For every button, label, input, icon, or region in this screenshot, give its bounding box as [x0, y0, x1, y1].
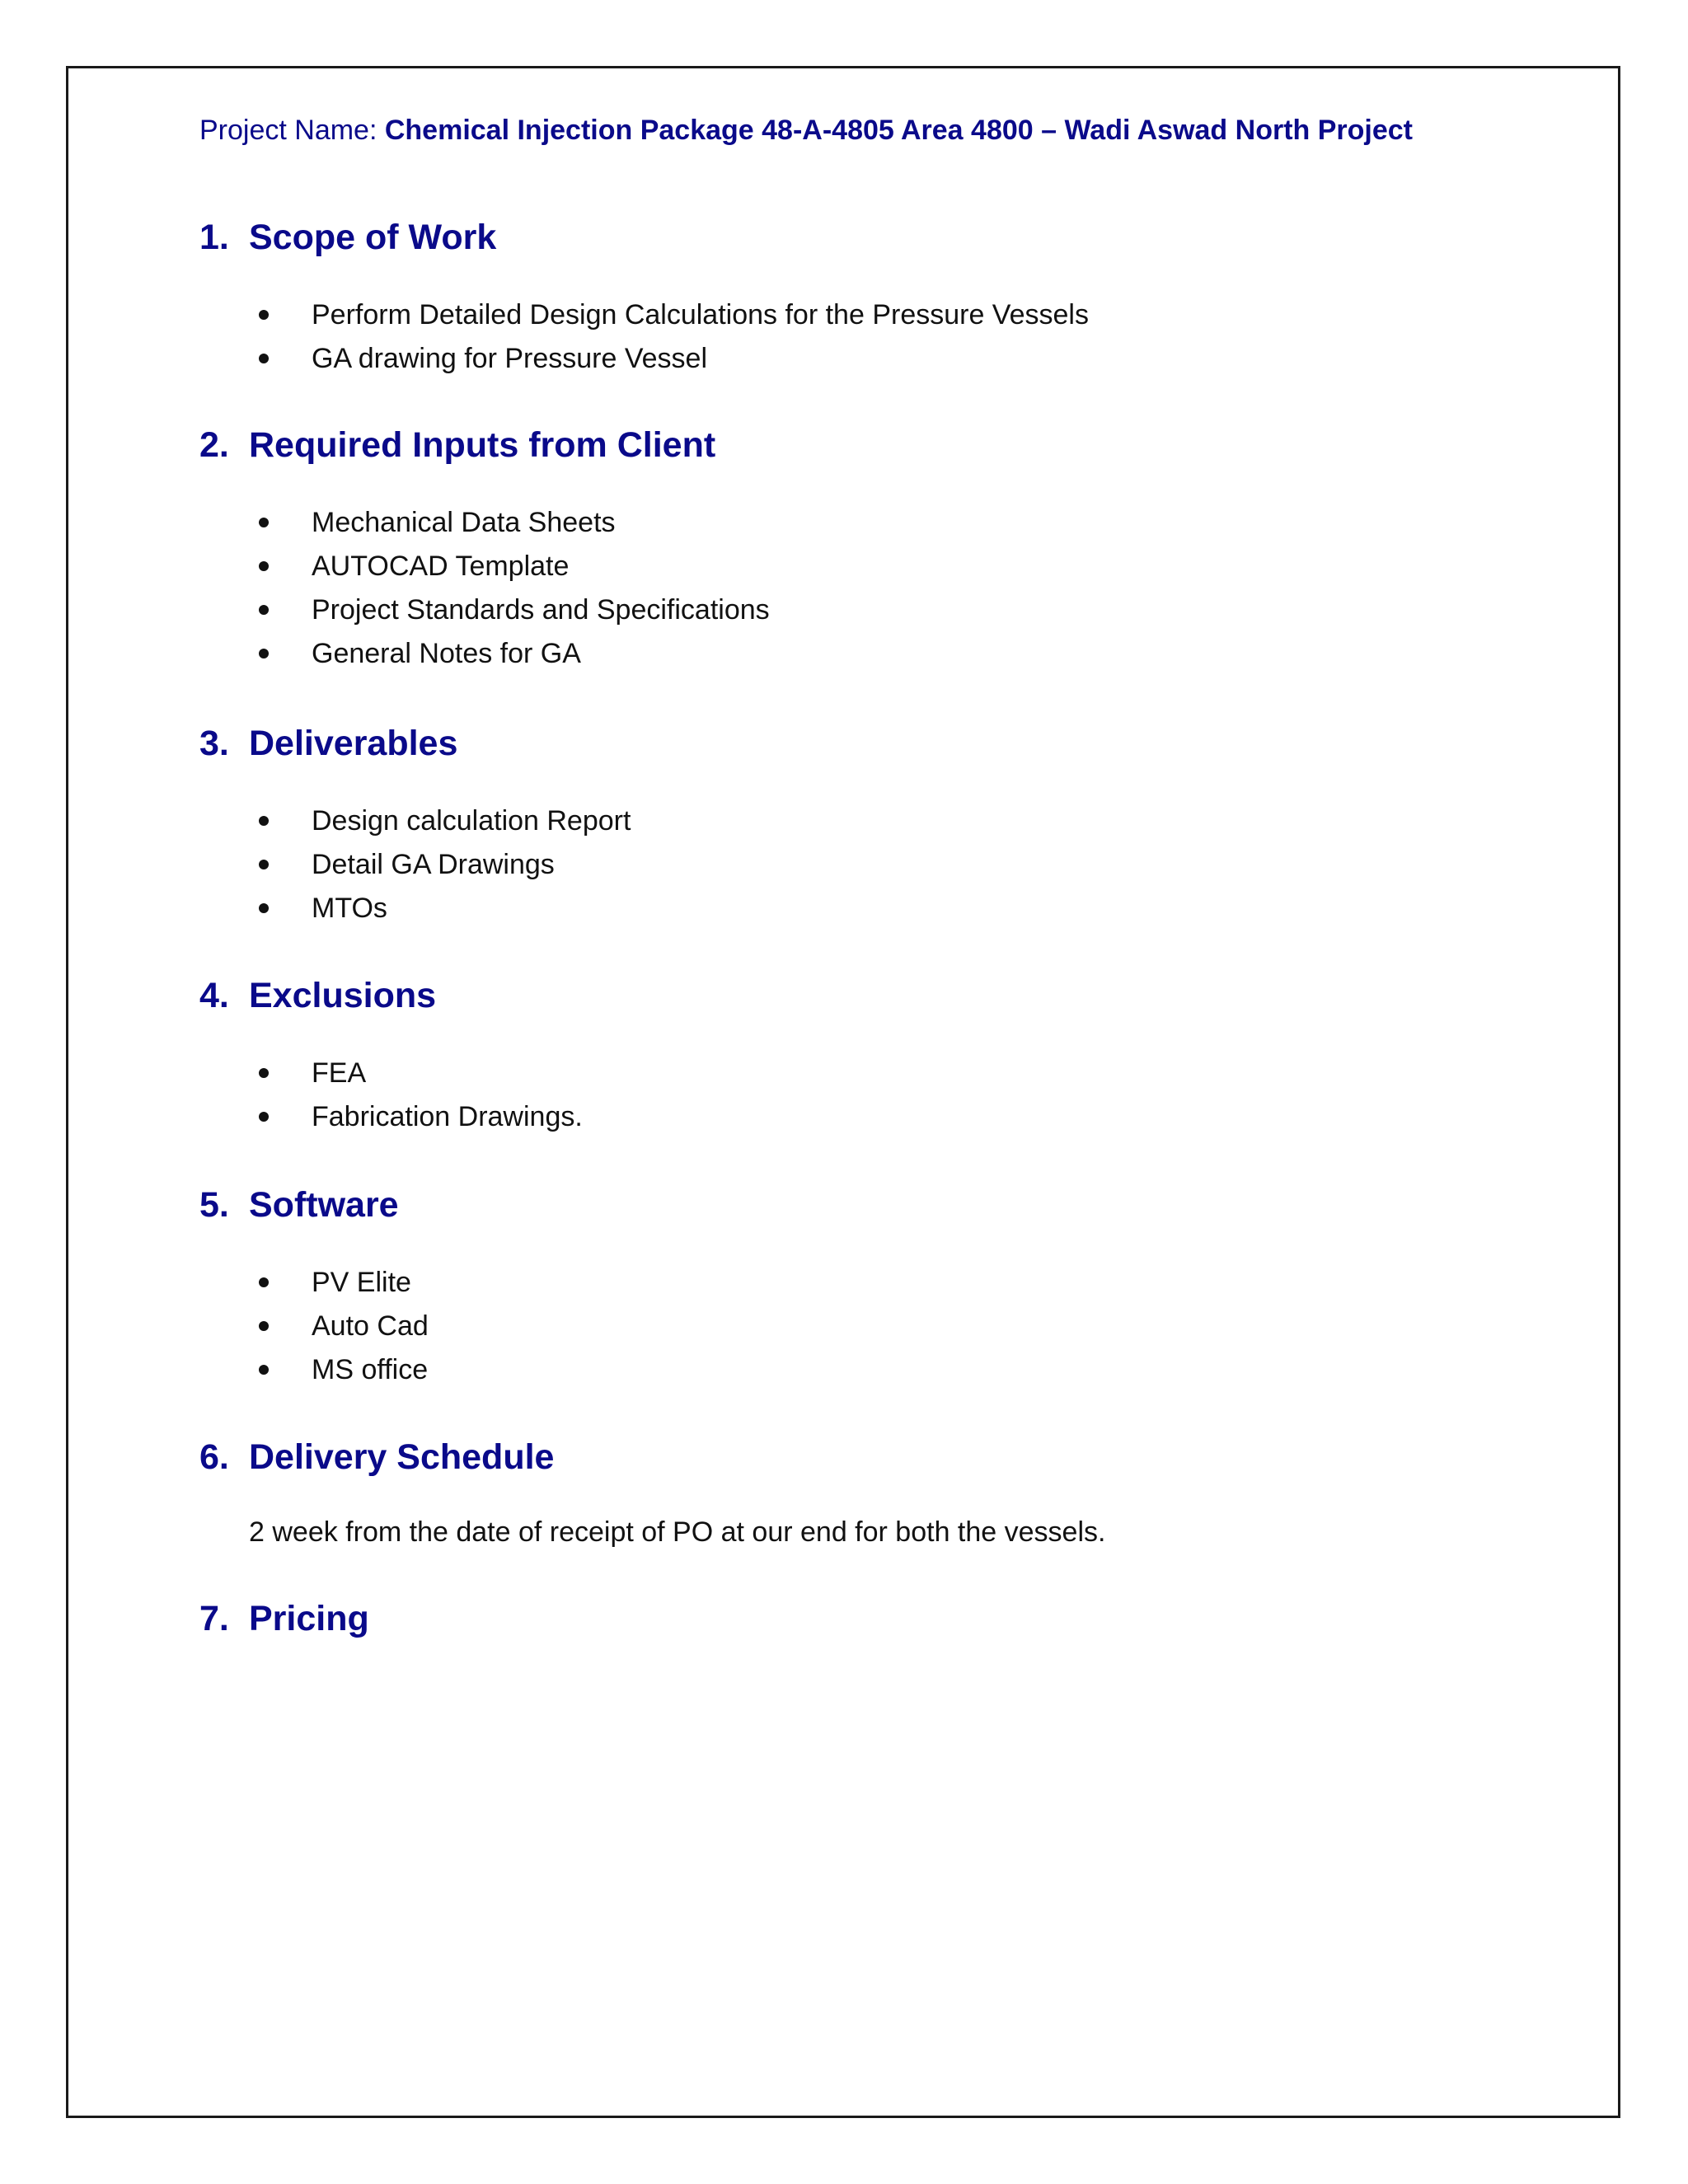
- project-name: Chemical Injection Package 48-A-4805 Area 4800 – Wadi Aswad North Project: [384, 115, 1414, 146]
- project-line: [199, 105, 1584, 155]
- bullet-icon: [259, 1068, 269, 1078]
- list-item-text: Auto Cad: [312, 1310, 429, 1342]
- section-heading: [199, 1180, 399, 1230]
- bullet-icon: [259, 649, 269, 658]
- list-item: [259, 1095, 583, 1139]
- list-item: [259, 588, 770, 632]
- bullet-list: [259, 501, 770, 676]
- list-item: [259, 1305, 429, 1348]
- bullet-icon: [259, 310, 269, 320]
- bullet-icon: [259, 561, 269, 571]
- bullet-list: [259, 1261, 429, 1392]
- section-heading: [199, 971, 436, 1020]
- list-item: [259, 1348, 429, 1392]
- bullet-icon: [259, 1112, 269, 1122]
- section-number: 1.: [199, 218, 229, 257]
- list-item-text: Fabrication Drawings.: [312, 1101, 583, 1132]
- list-item: [259, 337, 1089, 381]
- section-number: 5.: [199, 1185, 229, 1225]
- bullet-icon: [259, 860, 269, 869]
- list-item-text: Detail GA Drawings: [312, 849, 555, 880]
- section-exclusions: [199, 971, 583, 1132]
- list-item-text: General Notes for GA: [312, 638, 581, 669]
- list-item-text: MS office: [312, 1354, 429, 1385]
- list-item: [259, 843, 631, 887]
- project-label: Project Name:: [199, 115, 385, 146]
- delivery-schedule-text: 2 week from the date of receipt of PO at our end for both the vessels.: [249, 1516, 1106, 1548]
- list-item-text: GA drawing for Pressure Vessel: [312, 343, 708, 374]
- list-item: [259, 545, 770, 588]
- bullet-icon: [259, 605, 269, 615]
- bullet-icon: [259, 1321, 269, 1331]
- bullet-list: [259, 799, 631, 930]
- section-heading: [199, 420, 715, 470]
- list-item-text: PV Elite: [312, 1267, 411, 1298]
- section-heading: [199, 213, 496, 262]
- section-required-inputs: [199, 420, 770, 669]
- section-title: Pricing: [249, 1599, 369, 1638]
- section-number: 3.: [199, 724, 229, 763]
- bullet-icon: [259, 816, 269, 826]
- section-number: 4.: [199, 976, 229, 1015]
- section-title: Required Inputs from Client: [249, 425, 716, 465]
- section-title: Software: [249, 1185, 399, 1225]
- section-software: [199, 1180, 429, 1385]
- bullet-icon: [259, 354, 269, 363]
- list-item: [259, 799, 631, 843]
- bullet-icon: [259, 1365, 269, 1375]
- bullet-icon: [259, 518, 269, 527]
- section-pricing: [199, 1594, 369, 1643]
- bullet-icon: [259, 903, 269, 913]
- section-delivery-schedule: [199, 1432, 1106, 1548]
- list-item-text: MTOs: [312, 893, 387, 924]
- list-item: [259, 501, 770, 545]
- list-item: [259, 293, 1089, 337]
- bullet-list: [259, 1052, 583, 1139]
- section-deliverables: [199, 719, 631, 924]
- list-item: [259, 887, 631, 930]
- section-title: Exclusions: [249, 976, 437, 1015]
- section-number: 6.: [199, 1437, 229, 1477]
- section-heading: [199, 719, 457, 768]
- section-scope-of-work: [199, 213, 1089, 374]
- list-item-text: Mechanical Data Sheets: [312, 507, 616, 538]
- list-item-text: Project Standards and Specifications: [312, 594, 770, 626]
- list-item-text: Design calculation Report: [312, 805, 631, 837]
- list-item-text: FEA: [312, 1057, 367, 1089]
- bullet-list: [259, 293, 1089, 381]
- list-item-text: AUTOCAD Template: [312, 551, 570, 582]
- section-title: Scope of Work: [249, 218, 497, 257]
- document-content: [199, 105, 1584, 1638]
- list-item: [259, 632, 770, 676]
- section-heading: [199, 1594, 369, 1643]
- section-number: 2.: [199, 425, 229, 465]
- list-item: [259, 1261, 429, 1305]
- section-heading: [199, 1432, 554, 1482]
- section-number: 7.: [199, 1599, 229, 1638]
- bullet-icon: [259, 1277, 269, 1287]
- section-title: Delivery Schedule: [249, 1437, 555, 1477]
- list-item: [259, 1052, 583, 1095]
- list-item-text: Perform Detailed Design Calculations for the Pressure Vessels: [312, 299, 1089, 330]
- section-title: Deliverables: [249, 724, 458, 763]
